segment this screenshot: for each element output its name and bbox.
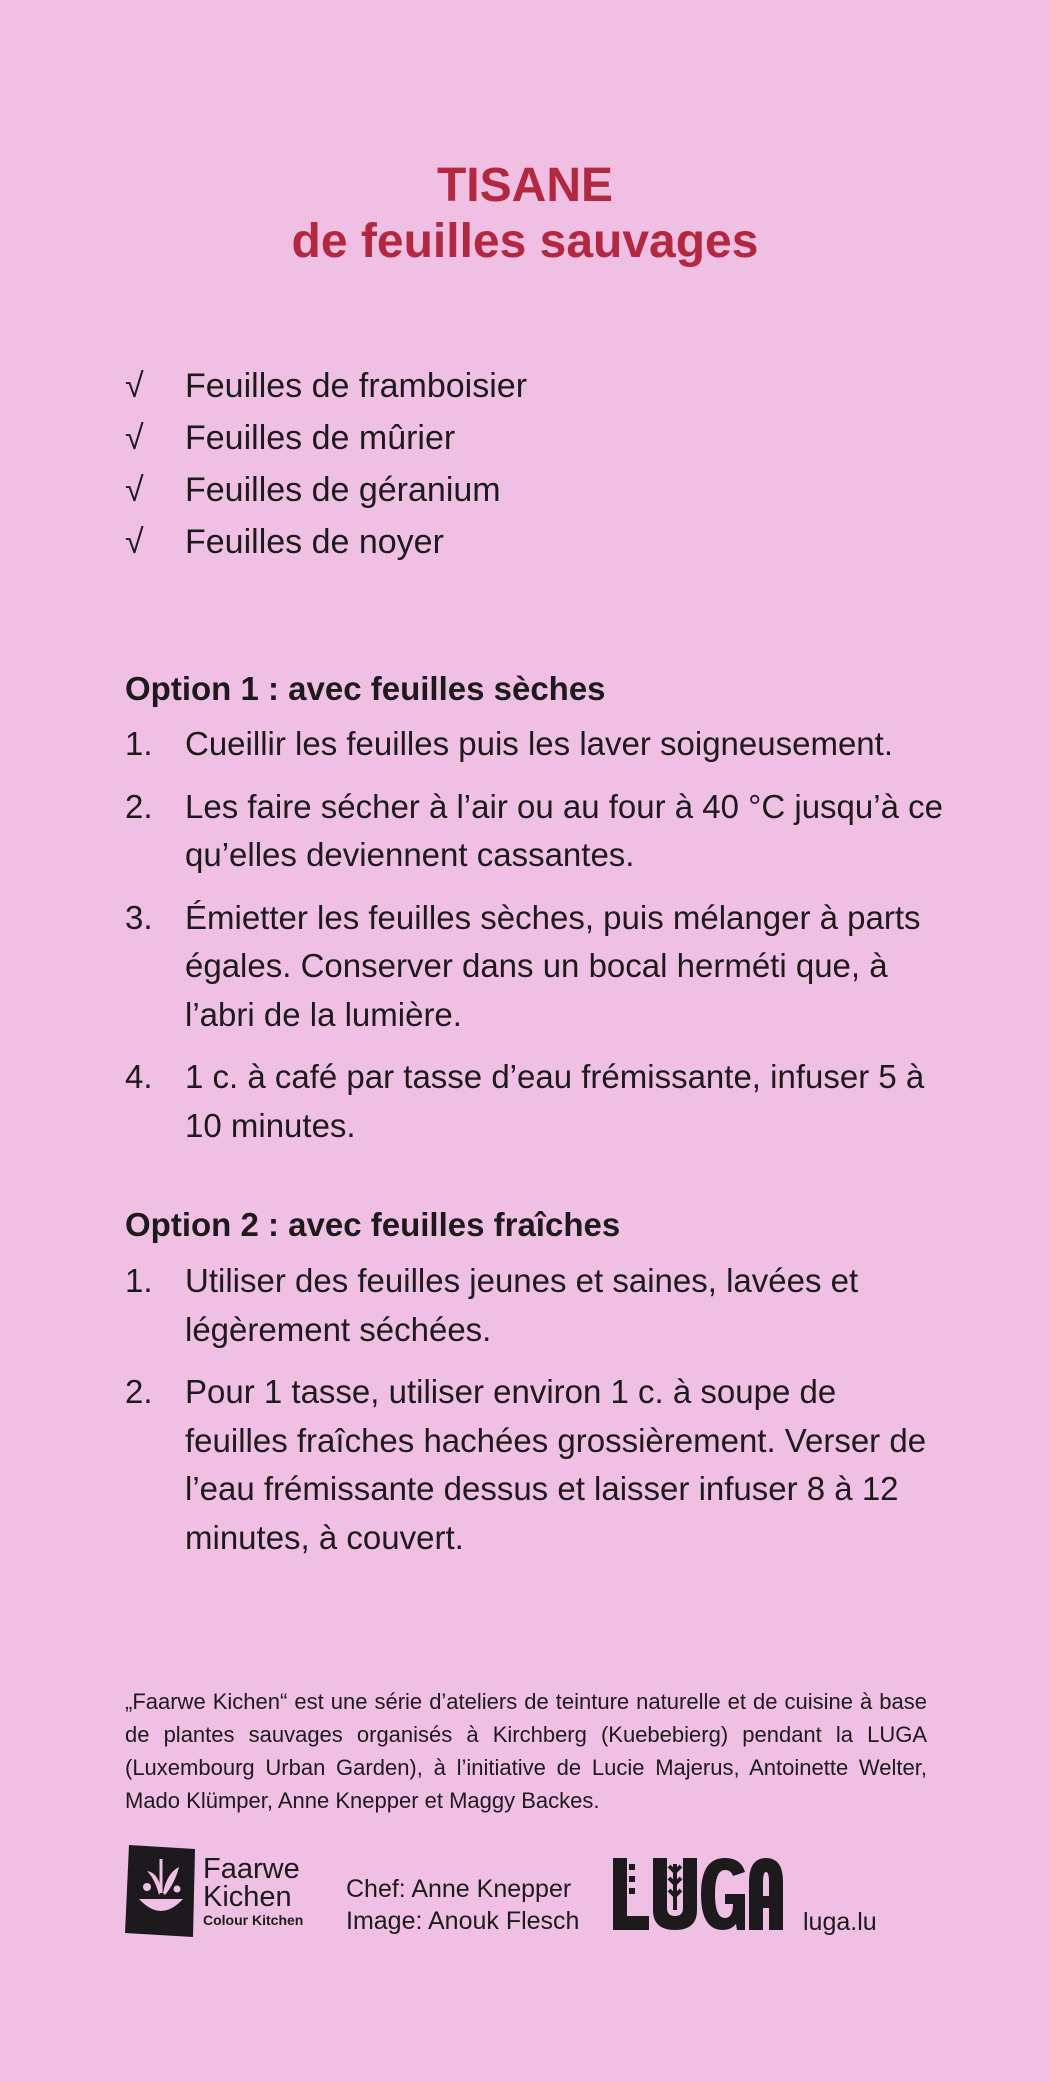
step-number: 4. [125, 1058, 153, 1095]
logo-line-2: Kichen [203, 1881, 292, 1913]
step-text: Utiliser des feuilles jeunes et saines, lavées et légèrement séchées. [185, 1262, 859, 1348]
step-item [125, 720, 945, 769]
step-text: 1 c. à café par tasse d’eau frémissante, infuser 5 à 10 minutes. [185, 1058, 925, 1144]
option-2-title: Option 2 : avec feuilles fraîches [125, 1206, 621, 1243]
chef-credit: Chef: Anne Knepper [346, 1875, 572, 1903]
step-text: Émietter les feuilles sèches, puis mélanger à parts égales. Conserver dans un bocal herméti que, à l’abri de la lumière. [185, 898, 921, 1033]
step-text: Cueillir les feuilles puis les laver soigneusement. [185, 725, 894, 762]
image-credit: Image: Anouk Flesch [346, 1907, 580, 1935]
step-number: 1. [125, 1262, 153, 1299]
ingredient-item [125, 360, 527, 412]
faarwe-kichen-wordmark [203, 1855, 303, 1929]
check-icon: √ [125, 471, 144, 509]
logo-line-3: Colour Kitchen [203, 1912, 304, 1928]
option-1-steps [125, 720, 945, 1164]
check-icon: √ [125, 419, 144, 457]
title-line-2: de feuilles sauvages [291, 215, 759, 268]
ingredient-label: Feuilles de géranium [185, 471, 501, 509]
option-1-title: Option 1 : avec feuilles sèches [125, 670, 606, 707]
ingredient-item [125, 412, 527, 464]
luga-logo [613, 1858, 783, 1930]
ingredient-item [125, 516, 527, 568]
step-number: 2. [125, 787, 153, 825]
credits-text: „Faarwe Kichen“ est une série d’ateliers de teinture naturelle et de cuisine à base de plantes sauvages organisés à Kirchberg (Kuebebierg) pendant la LUGA (Luxembourg Urban Garden), à l’initiative de Lucie Majerus, Antoinette Welter, Mado Klümper, Anne Knepper et Maggy Backes. [125, 1689, 927, 1813]
check-icon: √ [125, 523, 144, 561]
step-number: 2. [125, 1373, 153, 1410]
ingredient-item [125, 464, 527, 516]
check-icon: √ [125, 367, 144, 405]
step-number: 1. [125, 725, 153, 762]
step-item [125, 1368, 945, 1562]
ingredient-label: Feuilles de mûrier [185, 419, 456, 457]
logo-line-1: Faarwe [203, 1853, 300, 1885]
step-item [125, 1053, 945, 1150]
page-title [0, 158, 1050, 270]
step-item [125, 783, 945, 880]
bowl-leaves-icon [125, 1843, 197, 1939]
step-text: Les faire sécher à l’air ou au four à 40 °C jusqu’à ce qu’elles deviennent cassantes. [185, 787, 943, 873]
option-2-steps [125, 1257, 945, 1576]
step-item [125, 1257, 945, 1354]
ingredient-list [125, 360, 527, 568]
step-text: Pour 1 tasse, utiliser environ 1 c. à soupe de feuilles fraîches hachées grossièrement. Verser de l’eau frémissante dessus et laisser infuser 8 à 12 minutes, à couvert. [185, 1373, 927, 1556]
ingredient-label: Feuilles de noyer [185, 523, 444, 561]
faarwe-kichen-logo [125, 1843, 315, 1938]
title-line-1: TISANE [436, 159, 613, 212]
ingredient-label: Feuilles de framboisier [185, 367, 528, 405]
step-number: 3. [125, 898, 153, 936]
step-item [125, 894, 945, 1040]
credits-block [346, 1873, 579, 1937]
luga-url-link[interactable]: luga.lu [803, 1908, 877, 1936]
